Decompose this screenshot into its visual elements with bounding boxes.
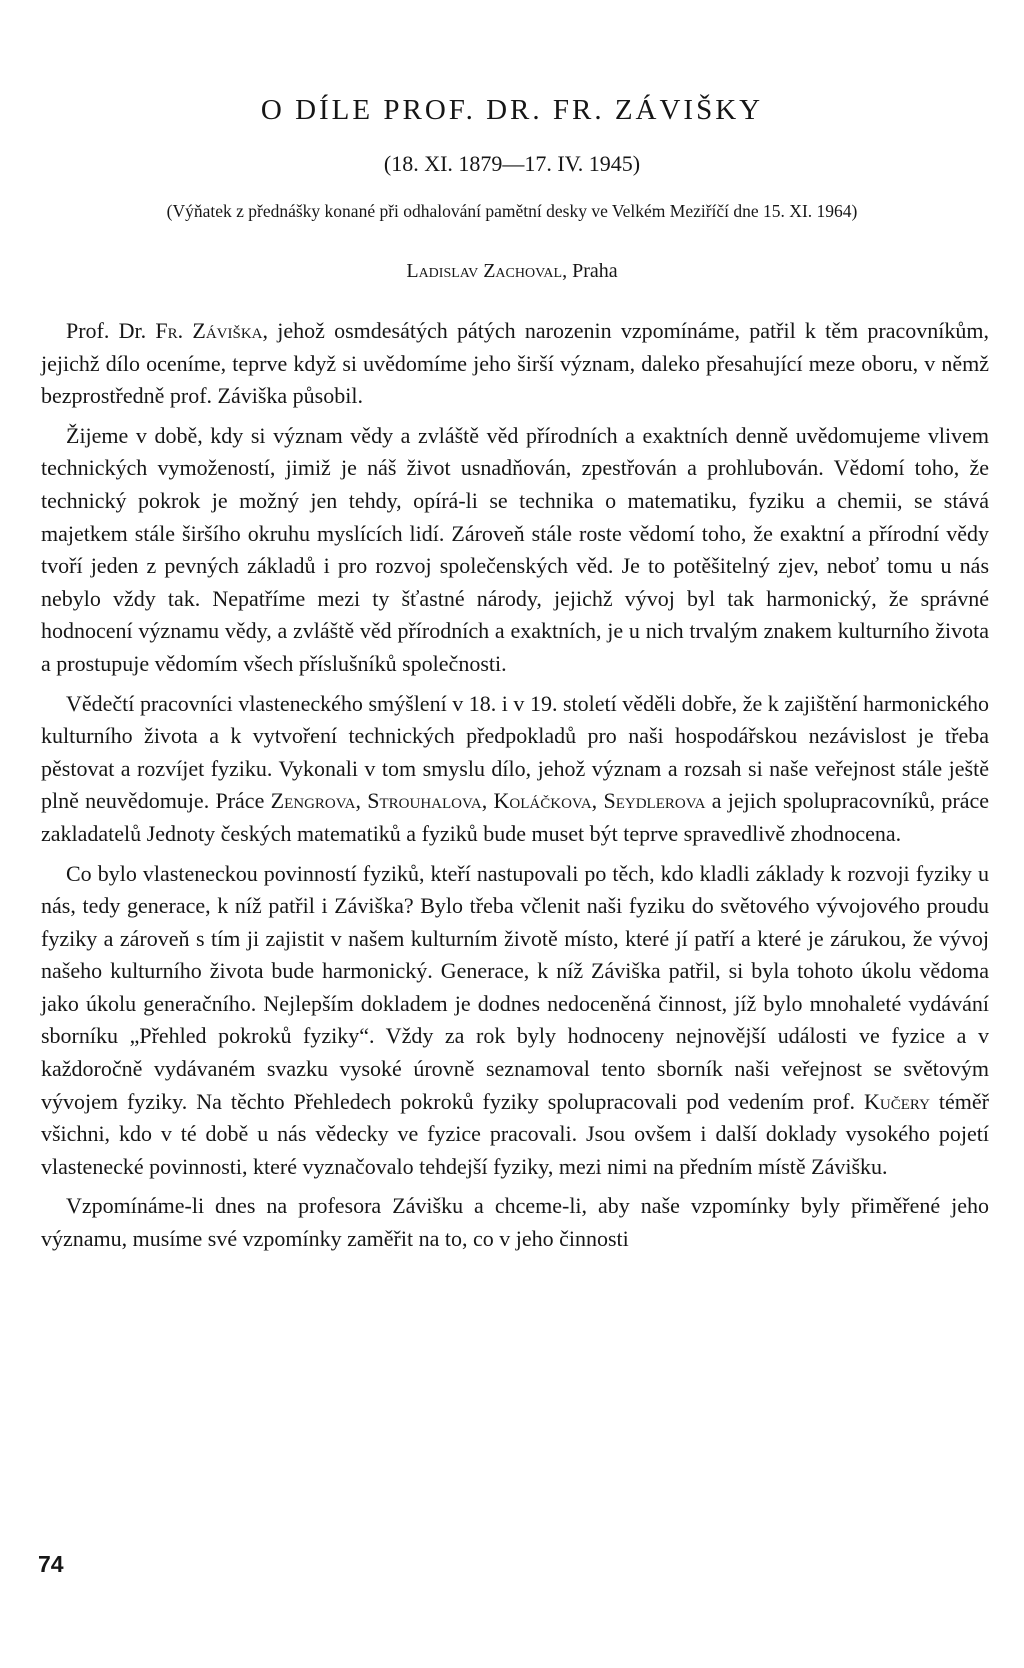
paragraph-3 <box>41 688 989 851</box>
separator: , <box>591 788 604 814</box>
paragraph-4-text-b: téměř všichni, kdo v té době u nás vědecky ve fyzice pracovali. Jsou ovšem i další doklady vysokého pojetí vlastenecké povinnosti, které vyznačovalo tehdejší fyziky, mezi nimi na předním místě Závišku. <box>41 1088 989 1179</box>
paragraph-1 <box>41 315 989 413</box>
separator: , <box>355 788 368 814</box>
name-zengr: Zengrova <box>270 788 356 814</box>
author-name: Ladislav Zachoval <box>406 260 563 282</box>
paragraph-5: Vzpomínáme-li dnes na profesora Závišku a chceme-li, aby naše vzpomínky byly přiměřené jeho významu, musíme své vzpomínky zaměřit na to, co v jeho činnosti <box>41 1193 989 1252</box>
paragraph-4-text-a: Co bylo vlasteneckou povinností fyziků, kteří nastupovali po těch, kdo kladli základy k rozvoji fyziky u nás, tedy generace, k níž patřil i Záviška? Bylo třeba včlenit naši fyziku do světového vývojového proudu fyziky a zároveň s tím ji zajistit v našem kulturním životě místo, které jí patří a které je zárukou, že vývoj našeho kulturního života bude harmonický. Generace, k níž Záviška patřil, si byla tohoto úkolu vědoma jako úkolu generačního. Nejlepším dokladem je dodnes nedoceněná činnost, jíž bylo mnohaleté vydávání sborníku „Přehled pokroků fyziky“. Vždy za rok byly hodnoceny nejnovější události ve fyzice a v každoročně vydávaném svazku vysoké úrovně seznamoval tento sborník naši veřejnost se světovým vývojem fyziky. Na těchto Přehledech pokroků fyziky spolupracovali pod vedením prof. <box>41 860 989 1114</box>
article-title: O DÍLE PROF. DR. FR. ZÁVIŠKY <box>260 94 764 126</box>
paragraph-3-text-b: a jejich spolupracovníků, práce zakladatelů Jednoty českých matematiků a fyziků bude muset být teprve spravedlivě zhodnocena. <box>41 788 989 846</box>
article-subtitle: (Výňatek z přednášky konané při odhalování pamětní desky ve Velkém Meziříčí dne 15. XI. 1964) <box>166 201 858 221</box>
life-dates: (18. XI. 1879—17. IV. 1945) <box>383 151 641 176</box>
paragraph-4 <box>41 858 989 1184</box>
paragraph-2: Žijeme v době, kdy si význam vědy a zvláště věd přírodních a exaktních denně uvědomujeme vlivem technických vymožeností, jimiž je náš život usnadňován, zpestřován a prohlubován. Vědomí toho, že technický pokrok je možný jen tehdy, opírá-li se technika o matematiku, fyziku a chemii, se stává majetkem stále širšího okruhu myslících lidí. Zároveň stále roste vědomí toho, že exaktní a přírodní vědy tvoří jeden z pevných základů i pro rozvoj společenských věd. Je to potěšitelný zjev, neboť tomu u nás nebylo vždy tak. Nepatříme mezi ty šťastné národy, jejichž vývoj byl tak harmonický, že správné hodnocení významu vědy, a zvláště věd přírodních a exaktních, je u nich trvalým znakem kulturního života a prostupuje vědomím všech příslušníků společnosti. <box>41 422 989 676</box>
name-kucera: Kučery <box>864 1088 930 1114</box>
name-seydler: Seydlerova <box>603 788 706 814</box>
name-kolacek: Koláčkova <box>493 788 592 814</box>
article-body <box>41 315 989 1263</box>
author-line <box>0 258 1024 284</box>
paragraph-1-lead: Prof. Dr. <box>66 318 156 343</box>
separator: , <box>481 788 494 814</box>
author-city: , Praha <box>562 260 618 282</box>
name-strouhal: Strouhalova <box>367 788 482 814</box>
paragraph-1-text: , jehož osmdesátých pátých narozenin vzpomínáme, patřil k těm pracovníkům, jejichž dílo oceníme, teprve když si uvědomíme jeho širší význam, daleko přesahující meze oboru, v němž bezprostředně prof. Záviška působil. <box>41 318 989 409</box>
name-zaviska: Fr. Záviška <box>155 318 263 343</box>
paragraph-3-text-a: Vědečtí pracovníci vlasteneckého smýšlení v 18. i v 19. století věděli dobře, že k zajištění harmonického kulturního života a k vytvoření technických předpokladů pro naši hospodářskou nezávislost je třeba pěstovat a rozvíjet fyziku. Vykonali v tom smyslu dílo, jehož význam a rozsah si naše veřejnost stále ještě plně neuvědomuje. Práce <box>41 690 989 814</box>
page-number: 74 <box>38 1551 64 1577</box>
